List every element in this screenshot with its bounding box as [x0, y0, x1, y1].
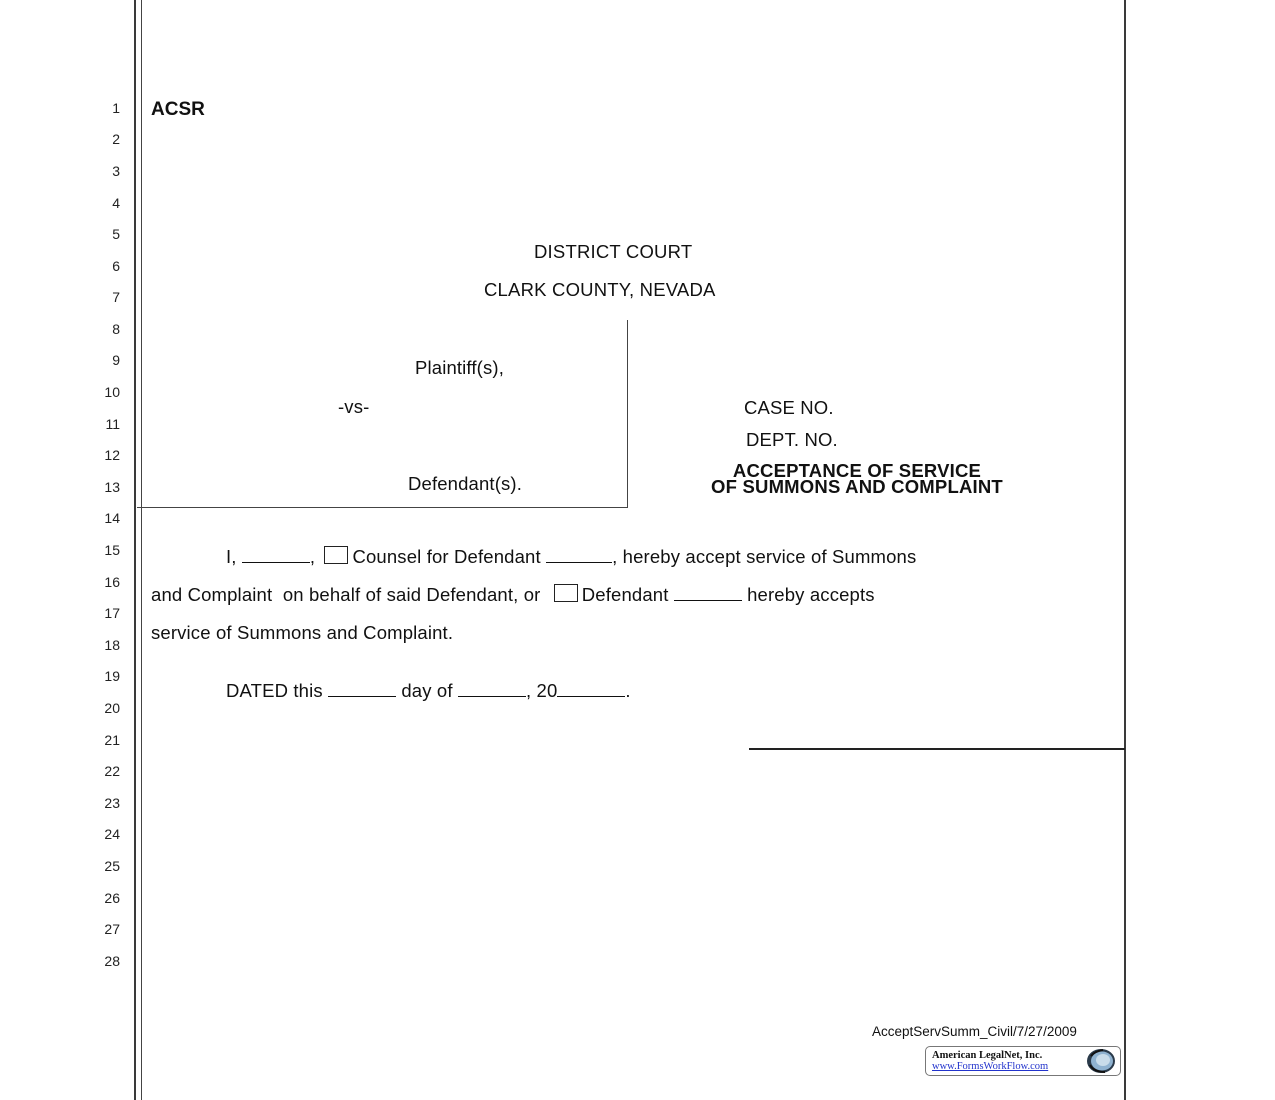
line-number: 2: [112, 131, 120, 147]
body-line-2: [151, 584, 875, 606]
comma: ,: [309, 546, 316, 567]
versus-label: -vs-: [338, 396, 370, 417]
line-number: 23: [104, 795, 120, 811]
line-number: 3: [112, 163, 120, 179]
dated-prefix: DATED this: [226, 680, 323, 701]
signature-line[interactable]: [749, 748, 1125, 750]
line-number: 5: [112, 226, 120, 242]
body-line-2-suffix: hereby accepts: [747, 584, 875, 605]
line-number: 13: [104, 479, 120, 495]
court-location: CLARK COUNTY, NEVADA: [484, 279, 716, 300]
month-blank[interactable]: [458, 682, 526, 697]
publisher-logo[interactable]: [925, 1046, 1121, 1076]
line-number: 26: [104, 890, 120, 906]
line-number: 10: [104, 384, 120, 400]
dept-no-label: DEPT. NO.: [746, 429, 838, 450]
dated-period: .: [625, 680, 631, 701]
body-line-2-prefix: and Complaint on behalf of said Defendant, or: [151, 584, 541, 605]
line-number: 15: [104, 542, 120, 558]
day-blank[interactable]: [328, 682, 396, 697]
line-number: 16: [104, 574, 120, 590]
line-number: 11: [105, 416, 120, 432]
title-line-1: ACCEPTANCE OF SERVICE: [732, 460, 982, 481]
body-line-3: service of Summons and Complaint.: [151, 622, 454, 643]
line-number: 27: [104, 921, 120, 937]
line-number: 19: [104, 668, 120, 684]
defendant-checkbox-label: Defendant: [581, 584, 669, 605]
form-id: AcceptServSumm_Civil/7/27/2009: [872, 1024, 1077, 1039]
defendant-checkbox[interactable]: [554, 584, 578, 602]
name-blank[interactable]: [242, 548, 310, 563]
line-number: 1: [112, 100, 120, 116]
line-number: 4: [112, 195, 120, 211]
title-line-2: OF SUMMONS AND COMPLAINT: [711, 476, 1003, 497]
left-margin-rule-outer: [134, 0, 136, 1100]
line-number: 21: [104, 732, 120, 748]
defendant-name-blank[interactable]: [546, 548, 612, 563]
globe-icon: [1083, 1048, 1117, 1074]
dated-line: [226, 680, 631, 702]
year-prefix: , 20: [525, 680, 558, 701]
line-number: 25: [104, 858, 120, 874]
right-margin-rule: [1124, 0, 1126, 1100]
caption-right-border: [627, 320, 628, 508]
defendant-self-blank[interactable]: [674, 586, 742, 601]
body-line-1-suffix: , hereby accept service of Summons: [612, 546, 917, 567]
left-margin-rule-inner: [141, 0, 142, 1100]
line-number: 24: [104, 826, 120, 842]
line-number: 14: [104, 510, 120, 526]
line-number: 8: [112, 321, 120, 337]
line-number: 18: [104, 637, 120, 653]
body-line-1: [226, 546, 916, 568]
publisher-name: American LegalNet, Inc.: [932, 1050, 1043, 1061]
court-name: DISTRICT COURT: [534, 241, 693, 262]
line-number: 22: [104, 763, 120, 779]
counsel-checkbox-label: Counsel for Defendant: [352, 546, 541, 567]
day-of-label: day of: [401, 680, 453, 701]
form-code: ACSR: [151, 99, 205, 120]
document-title: [660, 460, 1054, 497]
line-number: 28: [104, 953, 120, 969]
publisher-url-link[interactable]: www.FormsWorkFlow.com: [932, 1061, 1049, 1072]
line-number: 7: [112, 289, 120, 305]
defendant-label: Defendant(s).: [408, 473, 523, 494]
line-number: 6: [112, 258, 120, 274]
line-number: 20: [104, 700, 120, 716]
caption-bottom-border: [137, 507, 628, 508]
case-no-label: CASE NO.: [744, 397, 834, 418]
line-number: 17: [104, 605, 120, 621]
year-blank[interactable]: [557, 682, 625, 697]
line-number: 9: [112, 352, 120, 368]
body-line-1-prefix: I,: [226, 546, 237, 567]
counsel-checkbox[interactable]: [324, 546, 348, 564]
line-number: 12: [104, 447, 120, 463]
plaintiff-label: Plaintiff(s),: [415, 357, 504, 378]
